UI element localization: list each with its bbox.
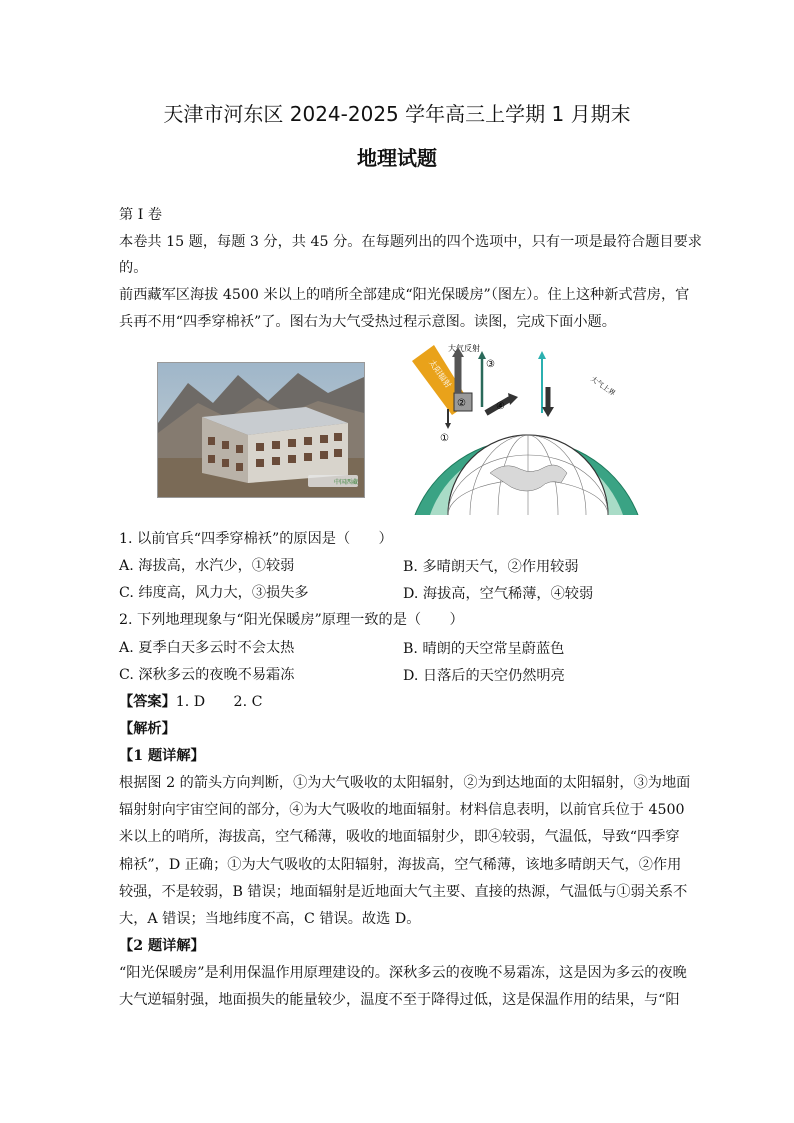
- analysis-line: 较强，不是较弱，B 错误；地面辐射是近地面大气主要、直接的热源，气温低与①弱关系不: [119, 884, 688, 900]
- question-1-stem: 1. 以前官兵“四季穿棉袄”的原因是（ ）: [119, 531, 393, 547]
- marker-2: ②: [457, 398, 466, 409]
- question-2-stem: 2. 下列地理现象与“阳光保暖房”原理一致的是（ ）: [119, 612, 464, 628]
- marker-3: ③: [486, 359, 495, 370]
- section-label: 第 I 卷: [119, 207, 162, 223]
- question-1-option-c: C. 纬度高，风力大，③损失多: [119, 585, 309, 601]
- answer-values: 1. D 2. C: [175, 694, 263, 710]
- marker-1: ①: [440, 433, 449, 444]
- analysis-line: 棉袄”，D 正确；①为大气吸收的太阳辐射，海拔高，空气稀薄，该地多晴朗天气，②作用: [119, 857, 682, 873]
- answer-row: [119, 692, 262, 712]
- photo-watermark: 中国西藏: [333, 479, 358, 486]
- analysis-line: “阳光保暖房”是利用保温作用原理建设的。深秋多云的夜晚不易霜冻，这是因为多云的夜晚: [119, 965, 687, 981]
- barracks-photo: [157, 362, 365, 498]
- q2-analysis-label: 【2 题详解】: [119, 938, 205, 954]
- section-intro-line: 本卷共 15 题，每题 3 分，共 45 分。在每题列出的四个选项中，只有一项是最符合题目要求: [119, 234, 702, 250]
- question-1-option-d: D. 海拔高，空气稀薄，④较弱: [403, 586, 594, 602]
- atmosphere-heating-diagram: [410, 343, 640, 515]
- question-2-option-a: A. 夏季白天多云时不会太热: [119, 640, 295, 656]
- question-1-option-a: A. 海拔高，水汽少，①较弱: [119, 558, 295, 574]
- document-subtitle: 地理试题: [357, 146, 437, 170]
- analysis-line: 米以上的哨所，海拔高，空气稀薄，吸收的地面辐射少，即④较弱，气温低，导致“四季穿: [119, 829, 680, 845]
- analysis-line: 大，A 错误；当地纬度不高，C 错误。故选 D。: [119, 911, 421, 927]
- marker-4: ④: [496, 401, 505, 412]
- analysis-line: 根据图 2 的箭头方向判断，①为大气吸收的太阳辐射，②为到达地面的太阳辐射，③为地面: [119, 775, 691, 791]
- q1-analysis-label: 【1 题详解】: [119, 748, 205, 764]
- reflection-label: 大气反射: [448, 344, 480, 353]
- passage-line: 前西藏军区海拔 4500 米以上的哨所全部建成“阳光保暖房”（图左）。住上这种新式营房，官: [119, 287, 690, 303]
- document-title: 天津市河东区 2024-2025 学年高三上学期 1 月期末: [163, 102, 631, 126]
- passage-line: 兵再不用“四季穿棉袄”了。图右为大气受热过程示意图。读图，完成下面小题。: [119, 314, 616, 330]
- question-2-option-b: B. 晴朗的天空常呈蔚蓝色: [403, 641, 565, 657]
- question-1-option-b: B. 多晴朗天气，②作用较弱: [403, 559, 579, 575]
- analysis-label: 【解析】: [119, 721, 176, 737]
- question-2-option-c: C. 深秋多云的夜晚不易霜冻: [119, 667, 295, 683]
- section-intro-line: 的。: [119, 260, 148, 276]
- question-2-option-d: D. 日落后的天空仍然明亮: [403, 668, 565, 684]
- analysis-line: 大气逆辐射强，地面损失的能量较少，温度不至于降得过低，这是保温作用的结果，与“阳: [119, 992, 680, 1008]
- atmosphere-top-label: 大气上界: [589, 375, 617, 398]
- analysis-line: 辐射射向宇宙空间的部分，④为大气吸收的地面辐射。材料信息表明，以前官兵位于 4500: [119, 802, 685, 818]
- answer-label: 【答案】: [119, 694, 176, 710]
- solar-radiation-label: 太阳辐射: [427, 358, 453, 390]
